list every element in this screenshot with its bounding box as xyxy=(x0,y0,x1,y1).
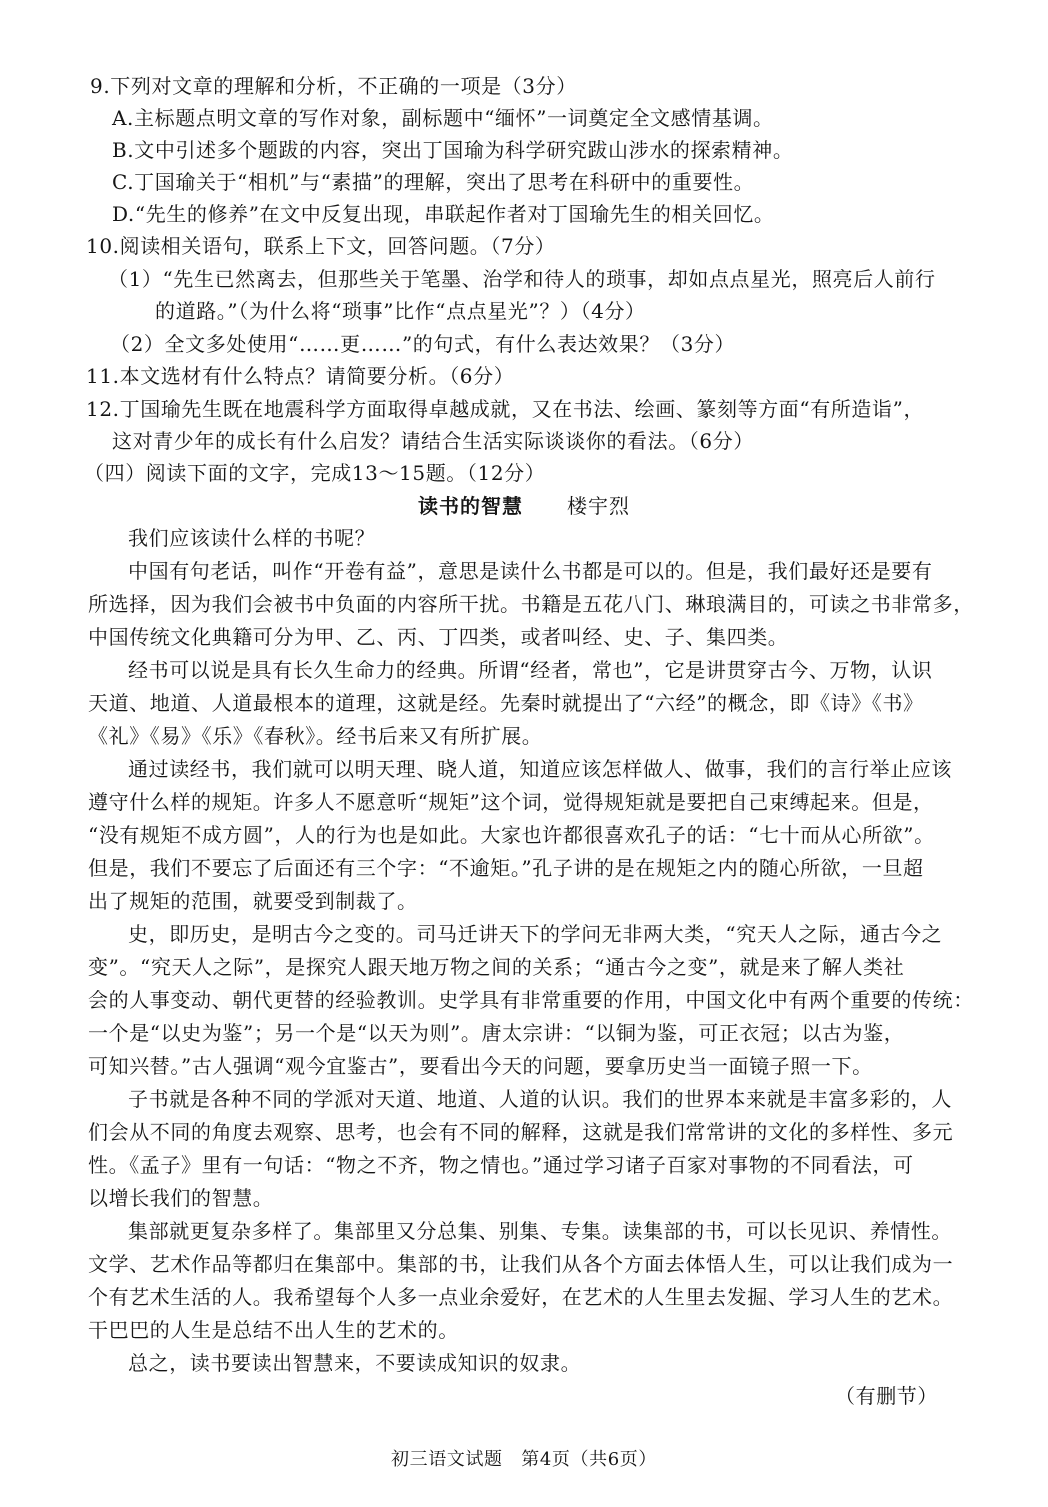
q12-line2: 这对青少年的成长有什么启发？请结合生活实际谈谈你的看法。（6分） xyxy=(112,429,754,453)
q10-sub1-line1: （1）“先生已然离去，但那些关于笔墨、治学和待人的琐事，却如点点星光，照亮后人前行 xyxy=(108,267,936,291)
article-line: 出了规矩的范围，就要受到制裁了。 xyxy=(88,889,418,913)
article-line: 我们应该读什么样的书呢？ xyxy=(128,526,376,550)
article-line: 们会从不同的角度去观察、思考，也会有不同的解释，这就是我们常常讲的文化的多样性、多元 xyxy=(88,1120,954,1144)
article-title-text: 读书的智慧 xyxy=(418,494,523,518)
q9-option-a: A.主标题点明文章的写作对象，副标题中“缅怀”一词奠定全文感情基调。 xyxy=(112,106,774,130)
q12-line1: 12.丁国瑜先生既在地震科学方面取得卓越成就，又在书法、绘画、篆刻等方面“有所造诣”， xyxy=(86,397,925,421)
q9-option-d: D.“先生的修养”在文中反复出现，串联起作者对丁国瑜先生的相关回忆。 xyxy=(112,202,775,226)
article-line: 通过读经书，我们就可以明天理、晓人道，知道应该怎样做人、做事，我们的言行举止应该 xyxy=(128,757,952,781)
article-line: 干巴巴的人生是总结不出人生的艺术的。 xyxy=(88,1318,459,1342)
article-line: 可知兴替。”古人强调“观今宜鉴古”，要看出今天的问题，要拿历史当一面镜子照一下。 xyxy=(88,1054,873,1078)
article-line: 会的人事变动、朝代更替的经验教训。史学具有非常重要的作用，中国文化中有两个重要的传统： xyxy=(88,988,974,1012)
article-line: 性。《孟子》里有一句话：“物之不齐，物之情也。”通过学习诸子百家对事物的不同看法，可 xyxy=(88,1153,914,1177)
article-line: 但是，我们不要忘了后面还有三个字：“不逾矩。”孔子讲的是在规矩之内的随心所欲，一旦超 xyxy=(88,856,924,880)
article-line: 天道、地道、人道最根本的道理，这就是经。先秦时就提出了“六经”的概念，即《诗》《书》 xyxy=(88,691,924,715)
article-line: 中国传统文化典籍可分为甲、乙、丙、丁四类，或者叫经、史、子、集四类。 xyxy=(88,625,789,649)
article-title xyxy=(0,492,1048,520)
section4-heading: （四）阅读下面的文字，完成13～15题。（12分） xyxy=(84,461,546,485)
article-line: “没有规矩不成方圆”，人的行为也是如此。大家也许都很喜欢孔子的话：“七十而从心所欲”。 xyxy=(88,823,935,847)
page-footer: 初三语文试题 第4页（共6页） xyxy=(391,1449,657,1470)
article-line: 所选择，因为我们会被书中负面的内容所干扰。书籍是五花八门、琳琅满目的，可读之书非常多， xyxy=(88,592,974,616)
article-line: 以增长我们的智慧。 xyxy=(88,1186,274,1210)
q9-option-b: B.文中引述多个题跋的内容，突出丁国瑜为科学研究跋山涉水的探索精神。 xyxy=(112,138,794,162)
article-line: 史，即历史，是明古今之变的。司马迁讲天下的学问无非两大类，“究天人之际，通古今之 xyxy=(128,922,943,946)
q11-stem: 11.本文选材有什么特点？请简要分析。（6分） xyxy=(86,364,515,388)
article-line: 文学、艺术作品等都归在集部中。集部的书，让我们从各个方面去体悟人生，可以让我们成为一 xyxy=(88,1252,954,1276)
article-line: 《礼》《易》《乐》《春秋》。经书后来又有所扩展。 xyxy=(88,724,543,748)
article-line: 一个是“以史为鉴”；另一个是“以天为则”。唐太宗讲：“以铜为鉴，可正衣冠；以古为鉴， xyxy=(88,1021,905,1045)
q10-sub2: （2）全文多处使用“……更……”的句式，有什么表达效果？（3分） xyxy=(110,332,736,356)
article-line: 遵守什么样的规矩。许多人不愿意听“规矩”这个词，觉得规矩就是要把自己束缚起来。但是， xyxy=(88,790,934,814)
article-line: 经书可以说是具有长久生命力的经典。所谓“经者，常也”，它是讲贯穿古今、万物，认识 xyxy=(128,658,933,682)
article-line: 中国有句老话，叫作“开卷有益”，意思是读什么书都是可以的。但是，我们最好还是要有 xyxy=(128,559,933,583)
article-author: 楼宇烈 xyxy=(567,494,630,518)
article-line: 总之，读书要读出智慧来，不要读成知识的奴隶。 xyxy=(128,1351,582,1375)
q10-stem: 10.阅读相关语句，联系上下文，回答问题。（7分） xyxy=(86,234,556,258)
article-line: 变”。“究天人之际”，是探究人跟天地万物之间的关系；“通古今之变”，就是来了解人类社 xyxy=(88,955,905,979)
q9-option-c: C.丁国瑜关于“相机”与“素描”的理解，突出了思考在科研中的重要性。 xyxy=(112,170,755,194)
q9-stem: 9.下列对文章的理解和分析，不正确的一项是（3分） xyxy=(90,74,577,98)
q10-sub1-line2: 的道路。”（为什么将“琐事”比作“点点星光”？）（4分） xyxy=(155,299,646,323)
article-line: 子书就是各种不同的学派对天道、地道、人道的认识。我们的世界本来就是丰富多彩的，人 xyxy=(128,1087,952,1111)
abridged-note: （有删节） xyxy=(835,1384,938,1408)
article-line: 集部就更复杂多样了。集部里又分总集、别集、专集。读集部的书，可以长见识、养情性。 xyxy=(128,1219,952,1243)
article-line: 个有艺术生活的人。我希望每个人多一点业余爱好，在艺术的人生里去发掘、学习人生的艺术。 xyxy=(88,1285,954,1309)
